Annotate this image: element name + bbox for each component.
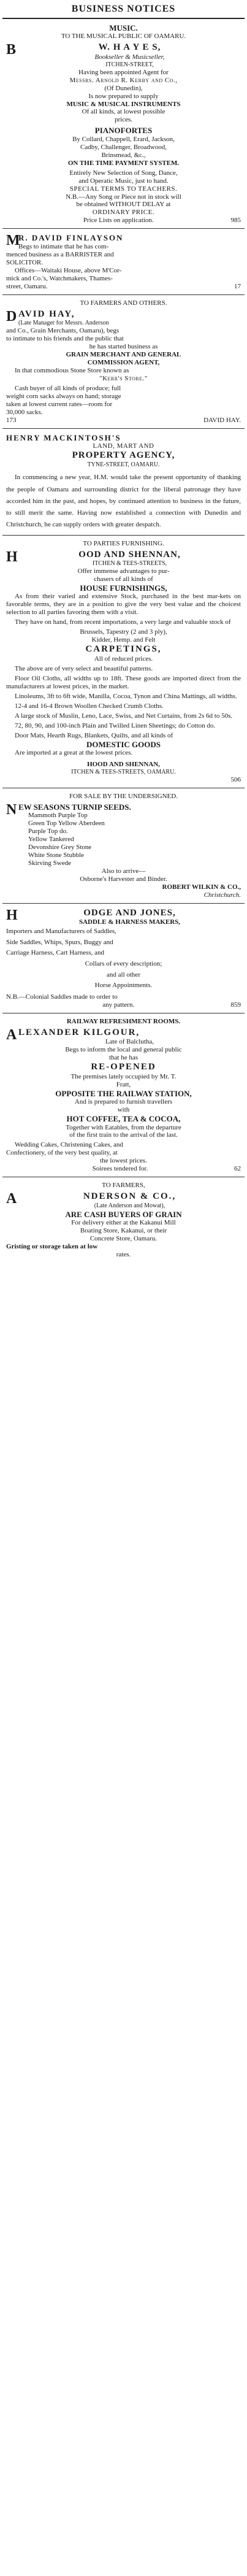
ad-music-street: ITCHEN-STREET, [105, 61, 154, 68]
ad-music-trade: Bookseller & Musicseller, [94, 53, 165, 61]
ad-hay-line: to intimate to his friends and the public that [6, 334, 124, 342]
ad-kilgour-line: RE-OPENED [91, 1062, 156, 1072]
ad-hay-line: (Late Manager for Messrs. Anderson [18, 320, 109, 327]
ad-hood-line: All of reduced prices. [94, 655, 153, 663]
ad-number: 62 [234, 1165, 241, 1173]
ad-hood-para: 72, 80, 90, and 100-inch Plain and Twilled Linen Sheetings; do Cotton do. [15, 721, 216, 729]
ad-anderson-name: NDERSON & CO., [83, 1191, 177, 1202]
ad-kilgour-sign: Soirees tendered for. [92, 1165, 148, 1173]
ad-hood-shennan [2, 536, 245, 788]
drop-cap: A [6, 1026, 17, 1043]
ad-kilgour-line: Wedding Cakes, Christening Cakes, and [15, 1141, 123, 1149]
ad-hood-para: Floor Oil Cloths, all widths up to 18ft. These goods are imported direct from the manufacturers at lowest prices, in the market. [6, 674, 241, 690]
ad-music-line: N.B.—Any Song or Piece not in stock will [66, 193, 181, 201]
seed-list-item: White Stone Stubble [28, 851, 85, 859]
ad-hood-para: They have on hand, from recent importations, a very large and valuable stock of [15, 618, 231, 626]
ad-hood-line: Kidder, Hemp. and Felt [91, 636, 156, 644]
drop-cap: M [6, 233, 20, 249]
ad-music-line: Messrs. Arnold R. Kerby and Co., [69, 76, 178, 84]
drop-cap: A [6, 1191, 17, 1207]
ad-mackintosh-name: HENRY MACKINTOSH'S [6, 433, 121, 442]
ad-music-line: Brinsmead, &c., [101, 151, 146, 159]
ad-hood-line: CARPETINGS, [85, 644, 162, 655]
ad-music-line: By Collard, Chappell, Erard, Jackson, [72, 135, 175, 143]
ad-kilgour-line: Together with Eatables, from the departure [66, 1123, 181, 1131]
ad-hood-para: As from their varied and extensive Stock, purchased in the best mar-kets on favorable terms, they are in a position to give the very best value and the choicest selection to all parties favoring them with a visit. [6, 593, 241, 617]
ad-music-line: Price Lists on application. [83, 217, 154, 225]
ad-mackintosh-line: LAND, MART AND [93, 442, 154, 450]
ad-hood-para: 12-4 and 16-4 Brown Woollen Checked Crumb Cloths. [15, 702, 164, 710]
ad-hay-line: 30,000 sacks. [6, 408, 43, 416]
ad-kilgour-line: Fratt, [116, 1080, 131, 1088]
ad-hood-line: ITCHEN & TEES-STREETS, [92, 560, 167, 567]
ad-kilgour-line: of the first train to the arrival of the last. [69, 1131, 178, 1139]
ad-finlayson-line: street, Oamaru. [6, 282, 48, 290]
ad-hood-line: Brussels, Tapestry (2 and 3 ply), [80, 628, 167, 636]
ad-anderson-to: TO FARMERS, [102, 1182, 145, 1190]
ad-wilkin-line: Also to arrive— [101, 867, 146, 875]
ad-hood-sign: HOOD AND SHENNAN, [87, 760, 160, 768]
ad-kilgour-line: And is prepared to furnish travellers [74, 1098, 173, 1106]
ad-anderson-line: (Late Anderson and Mowat), [94, 1202, 165, 1209]
ad-hood-para: The above are of very select and beautiful patterns. [15, 664, 153, 672]
ad-kilgour-line: The premises lately occupied by Mr. T. [70, 1072, 177, 1080]
ad-hodge-line: N.B.—Colonial Saddles made to order to [6, 993, 118, 1001]
ad-number: 173 [6, 416, 17, 424]
ad-hay-line: taken at lowest current rates—room for [6, 400, 113, 408]
ad-kilgour-line: the lowest prices. [100, 1157, 147, 1165]
ad-hay-line: In that commodious Stone Store known as [15, 366, 129, 374]
ad-music-line: Of all kinds, at lowest possible [82, 108, 165, 116]
ad-hood-line: HOUSE FURNISHINGS, [80, 583, 167, 593]
ad-kilgour-line: Begs to inform the local and general public [65, 1046, 182, 1054]
ad-number: 506 [230, 775, 241, 783]
ad-kilgour-line: Late of Balclutha, [105, 1038, 154, 1046]
ad-hay-sign: DAVID HAY. [203, 416, 241, 424]
ad-hodge-line: SADDLE & HARNESS MAKERS, [78, 918, 181, 926]
ad-hood-line: chasers of all kinds of [94, 575, 153, 583]
ad-number: 859 [230, 1001, 241, 1009]
ad-anderson [2, 1177, 245, 1263]
ad-anderson-line: Boating Store, Kakanui, or their [80, 1227, 167, 1235]
ad-finlayson [2, 229, 245, 294]
ad-anderson-line: For delivery either at the Kakanui Mill [71, 1219, 176, 1227]
ad-music-title: MUSIC. [109, 23, 138, 33]
drop-cap: H [6, 548, 18, 565]
ad-hodge-line: Importers and Manufacturers of Saddles, [6, 928, 116, 936]
ad-finlayson-line: SOLICITOR. [6, 258, 43, 266]
ad-hood-line: Offer immense advantages to pur- [77, 567, 170, 575]
ad-kilgour-name: LEXANDER KILGOUR, [18, 1027, 140, 1037]
ad-music [2, 19, 245, 229]
seed-list-item: Yellow Tankered [28, 835, 74, 843]
ad-hood-para: A large stock of Muslin, Leno, Lace, Swiss, and Net Curtains, from 2s 6d to 50s. [15, 712, 233, 720]
ad-finlayson-line: Offices—Waitaki House, above M'Cor- [15, 266, 122, 274]
ad-music-pianos: PIANOFORTES [94, 126, 153, 136]
ad-hay-line: he has started business as [89, 342, 158, 350]
ad-number: 985 [230, 217, 241, 225]
ad-hay-line: COMMISSION AGENT, [87, 358, 160, 366]
ad-music-line: SPECIAL TERMS TO TEACHERS. [69, 185, 178, 193]
ad-hood-line: DOMESTIC GOODS [86, 739, 161, 749]
ad-hay-line: "Kerr's Store." [99, 374, 148, 382]
ad-hay-line: weight corn sacks always on hand; storage [6, 392, 121, 400]
drop-cap: N [6, 801, 17, 818]
ad-hood-to: TO PARTIES FURNISHING. [83, 539, 164, 547]
ad-hodge-line: any pattern. [102, 1001, 135, 1009]
newspaper-column [0, 0, 247, 1266]
ad-kilgour-line: Confectionery, of the very best quality, at [6, 1149, 118, 1157]
ad-music-line: (Of Dunedin), [104, 84, 143, 92]
ad-wilkin-city: Christchurch. [203, 891, 241, 899]
ad-hay-line: GRAIN MERCHANT AND GENERAL [66, 350, 181, 358]
ad-kilgour-line: with [117, 1106, 130, 1114]
ad-hodge-name: ODGE AND JONES, [83, 907, 176, 918]
ad-music-line: ORDINARY PRICE. [92, 209, 155, 217]
ad-wilkin [2, 788, 245, 904]
ad-music-line: MUSIC & MUSICAL INSTRUMENTS [66, 100, 181, 108]
ad-music-line: Entirely New Selection of Song, Dance, [69, 169, 178, 177]
ad-number: 17 [234, 282, 241, 290]
seed-list-item: Mammoth Purple Top [28, 811, 88, 819]
ad-music-to: TO THE MUSICAL PUBLIC OF OAMARU. [61, 33, 186, 40]
ad-hodge-line: Side Saddles, Whips, Spurs, Buggy and [6, 938, 113, 946]
ad-david-hay [2, 295, 245, 429]
ad-hay-line: and Co., Grain Merchants, Oamaru), begs [6, 326, 120, 334]
ad-mackintosh-line: TYNE-STREET, OAMARU. [87, 461, 160, 468]
ad-finlayson-line: Begs to intimate that he has com- [18, 242, 109, 250]
drop-cap: H [6, 907, 18, 923]
ad-music-line: ON THE TIME PAYMENT SYSTEM. [67, 159, 180, 167]
ad-anderson-line: Concrete Store, Oamaru. [89, 1235, 158, 1243]
ad-wilkin-sign: ROBERT WILKIN & CO., [162, 883, 241, 891]
ad-kilgour [2, 1013, 245, 1178]
seed-list [6, 812, 241, 867]
ad-music-line: and Operatic Music, just to hand. [78, 177, 169, 185]
drop-cap: D [6, 308, 17, 325]
ad-hood-sign: ITCHEN & TEES-STREETS, OAMARU. [71, 768, 176, 775]
ad-hood-name: OOD AND SHENNAN, [78, 549, 181, 559]
ad-wilkin-to: FOR SALE BY THE UNDERSIGNED. [69, 792, 178, 800]
ad-music-line: Is now prepared to supply [88, 92, 159, 100]
ad-finlayson-name: R. DAVID FINLAYSON [18, 233, 124, 243]
ad-music-line: be obtained WITHOUT DELAY at [76, 201, 171, 209]
seed-list-item: Green Top Yellow Aberdeen [28, 819, 105, 827]
ad-kilgour-line: that he has [108, 1054, 139, 1062]
seed-list-item: Skirving Swede [28, 859, 71, 867]
ad-hood-para: Door Mats, Hearth Rugs, Blankets, Quilts, and all kinds of [15, 731, 173, 739]
ad-hood-para: Are imported at a great at the lowest prices. [15, 748, 133, 756]
ad-mackintosh-line: PROPERTY AGENCY, [72, 450, 175, 460]
ad-kilgour-title: RAILWAY REFRESHMENT ROOMS. [66, 1017, 181, 1025]
ad-hodge-line: Carriage Harness, Cart Harness, and [6, 949, 105, 957]
seed-list-item: Devonshire Grey Stone [28, 843, 92, 851]
ad-wilkin-heading: EW SEASONS TURNIP SEEDS. [18, 802, 131, 812]
ad-hodge-jones [2, 904, 245, 1013]
page-title: BUSINESS NOTICES [2, 1, 245, 19]
seed-list-item: Purple Top do. [28, 827, 68, 835]
ad-hodge-line: Horse Appointments. [94, 982, 153, 990]
ad-kilgour-line: OPPOSITE THE RAILWAY STATION, [55, 1088, 192, 1098]
ad-hodge-line: and all other [107, 971, 140, 978]
ad-music-line: Cadby, Challenger, Broadwood, [80, 143, 167, 151]
ad-hay-name: AVID HAY, [18, 309, 75, 319]
ad-hodge-line: Collars of every description; [85, 960, 162, 967]
ad-hood-para: Linoleums, 3ft to 6ft wide, Manilla, Cocoa, Tynon and China Mattings, all widths. [15, 692, 237, 700]
ad-mackintosh-body: In commencing a new year, H.M. would take the present opportunity of thanking the people of Oamaru and surrounding district for the liberal patronage they have accorded him in the past, and hopes, by continued attention to business in the future, to still merit the same. Having now established a connection with Dunedin and Christchurch, he can supply orders with greater despatch. [6, 474, 241, 529]
ad-anderson-line: rates. [116, 1250, 131, 1258]
ad-anderson-line: Gristing or storage taken at low [6, 1243, 98, 1250]
ad-music-name: W. H A Y E S, [98, 42, 161, 53]
ad-music-heading [6, 42, 241, 68]
ad-finlayson-line: menced business as a BARRISTER and [6, 250, 114, 258]
ad-mackintosh [2, 429, 245, 536]
ad-anderson-line: ARE CASH BUYERS OF GRAIN [65, 1209, 182, 1219]
ad-kilgour-line: HOT COFFEE, TEA & COCOA, [66, 1114, 181, 1124]
ad-hay-to: TO FARMERS AND OTHERS. [80, 299, 167, 307]
ad-wilkin-line: Osborne's Harvester and Binder. [80, 875, 167, 883]
ad-finlayson-line: mick and Co.'s, Watchmakers, Thames- [6, 274, 113, 282]
ad-hay-line: Cash buyer of all kinds of produce; full [15, 384, 121, 392]
drop-cap: B [6, 42, 17, 58]
ad-music-line: Having been appointed Agent for [78, 68, 169, 76]
ad-music-line: prices. [114, 116, 132, 124]
